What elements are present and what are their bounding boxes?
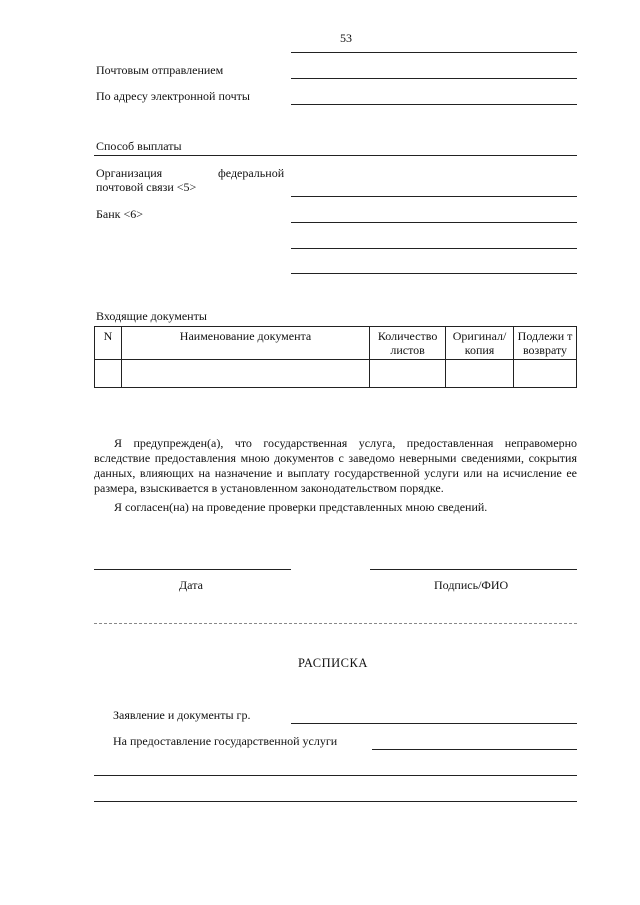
table-row [95,360,577,388]
table-cell[interactable] [446,360,514,388]
service-field-3[interactable] [94,801,577,802]
documents-header-row [95,327,577,360]
application-label: Заявление и документы гр. [113,708,251,722]
documents-table [94,326,577,388]
service-field-2[interactable] [94,775,577,776]
postal-org-field[interactable] [291,196,577,197]
col-name-header: Наименование документа [121,327,369,360]
table-cell[interactable] [95,360,122,388]
postal-org-label-2: федеральной [218,166,285,180]
service-label: На предоставление государственной услуги [113,734,338,748]
by-post-label: Почтовым отправлением [96,63,224,77]
by-email-field[interactable] [291,104,577,105]
delivery-top-line [291,52,577,53]
table-cell[interactable] [370,360,446,388]
cut-line [94,623,577,624]
col-return-header: Подлежи т возврату [514,327,577,360]
page-number: 53 [340,31,352,45]
date-field[interactable] [94,569,291,570]
postal-org-label-1: Организация [96,166,163,180]
table-cell[interactable] [514,360,577,388]
by-email-label: По адресу электронной почты [96,89,250,103]
bank-label: Банк <6> [96,207,144,221]
receipt-title: РАСПИСКА [298,656,368,670]
application-field[interactable] [291,723,577,724]
bank-field-1[interactable] [291,222,577,223]
date-label: Дата [179,578,203,592]
service-field[interactable] [372,749,577,750]
col-original-header: Оригинал/ копия [446,327,514,360]
consent-paragraph: Я согласен(на) на проведение проверки представленных мною сведений. [114,500,488,514]
by-post-field[interactable] [291,78,577,79]
payment-title-underline [94,155,577,156]
postal-org-label-3: почтовой связи <5> [96,180,197,194]
col-number-header: N [95,327,122,360]
bank-field-3[interactable] [291,273,577,274]
payment-title: Способ выплаты [96,139,182,153]
table-cell[interactable] [121,360,369,388]
bank-field-2[interactable] [291,248,577,249]
signature-label: Подпись/ФИО [434,578,509,592]
documents-title: Входящие документы [96,309,207,323]
signature-field[interactable] [370,569,577,570]
warning-paragraph: Я предупрежден(а), что государственная услуга, предоставленная неправомерно вследствие предоставления мною документов с заведомо неверными сведениями, сокрытия данных, влияющих на назначение и выплату государственной услуги или на исчисление ее размера, взыскивается в установленном законодательством порядке. [94,436,577,495]
col-sheets-header: Количество листов [370,327,446,360]
